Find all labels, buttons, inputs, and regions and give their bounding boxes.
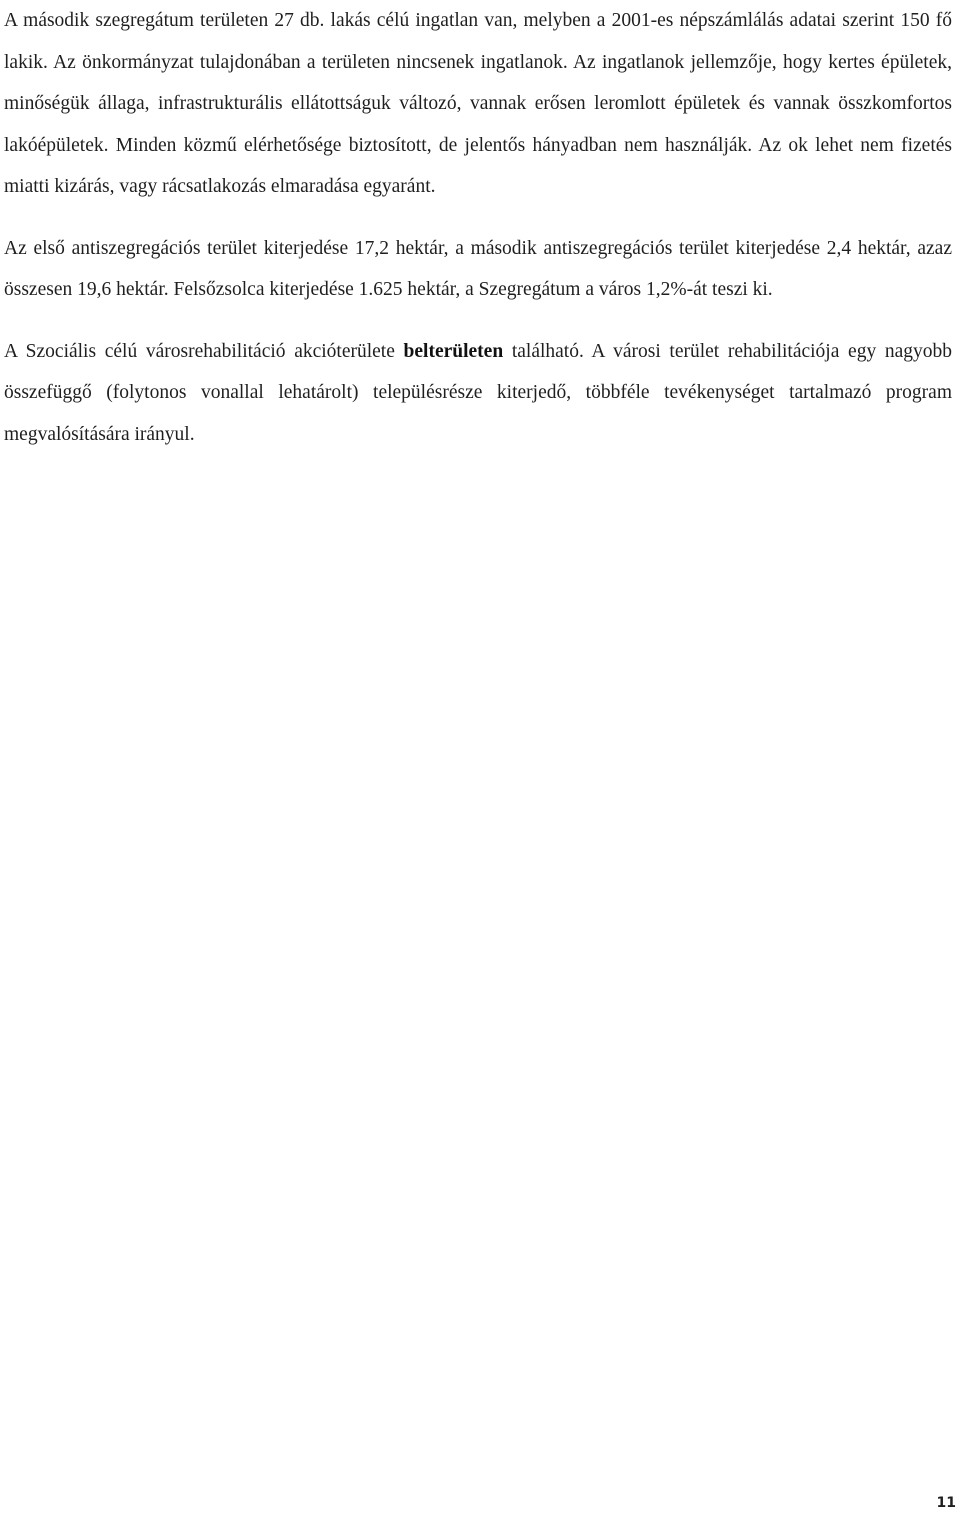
bold-term-belterulet: belterületen — [403, 340, 504, 362]
paragraph-text-before: A Szociális célú városrehabilitáció akcióterülete — [4, 340, 404, 362]
page-number: 11 — [936, 1495, 956, 1511]
document-page — [4, 0, 952, 455]
paragraph-area-size: Az első antiszegregációs terület kiterjedése 17,2 hektár, a második antiszegregációs terület kiterjedése 2,4 hektár, azaz összesen 19,6 hektár. Felsőzsolca kiterjedése 1.625 hektár, a Szegregátum a város 1,2%-át teszi ki. — [4, 237, 952, 300]
paragraph-text-after: található. A városi terület rehabilitációja egy nagyobb összefüggő (folytonos vonallal lehatárolt) településrésze kiterjedő, többféle tevékenységet tartalmazó program megvalósítására irányul. — [4, 340, 953, 445]
paragraph-rehabilitation-area — [4, 331, 952, 456]
paragraph-segregate-description: A második szegregátum területen 27 db. lakás célú ingatlan van, melyben a 2001-es népszámlálás adatai szerint 150 fő lakik. Az önkormányzat tulajdonában a területen nincsenek ingatlanok. Az ingatlanok jellemzője, hogy kertes épületek, minőségük állaga, infrastrukturális ellátottságuk változó, vannak erősen leromlott épületek és vannak összkomfortos lakóépületek. Minden közmű elérhetősége biztosított, de jelentős hányadban nem használják. Az ok lehet nem fizetés miatti kizárás, vagy rácsatlakozás elmaradása egyaránt. — [4, 10, 952, 197]
